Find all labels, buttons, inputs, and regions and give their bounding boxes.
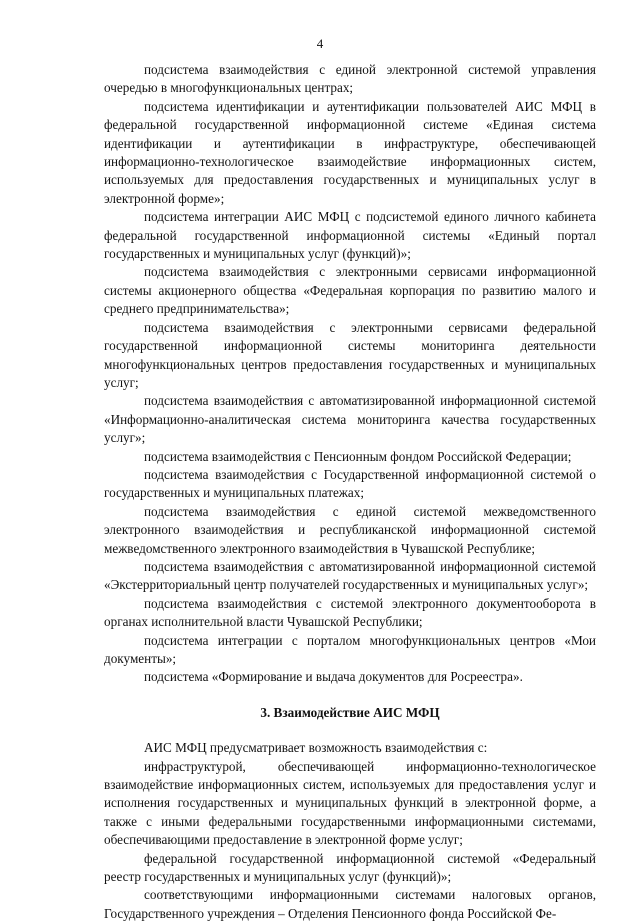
- subsystem-paragraph: подсистема взаимодействия с Государственной информационной системой о государственных и муниципальных платежах;: [104, 466, 596, 501]
- subsystem-paragraph: подсистема взаимодействия с электронными сервисами информационной системы акционерного общества «Федеральная корпорация по развитию малого и среднего предпринимательства»;: [104, 264, 596, 317]
- page-number: 4: [316, 36, 324, 51]
- section-intro: АИС МФЦ предусматривает возможность взаимодействия с:: [144, 740, 488, 756]
- subsystem-paragraph: подсистема взаимодействия с автоматизированной информационной системой «Информационно-аналитическая система мониторинга качества государственных услуг»;: [104, 393, 596, 446]
- interaction-item: инфраструктурой, обеспечивающей информационно-технологическое взаимодействие информационных систем, используемых для предоставления услуг и исполнения государственных и муниципальных функций в электронной форме, а также с иными федеральными государственными информационными системами, обеспечивающими предоставление в электронной форме услуг;: [104, 758, 596, 848]
- subsystem-paragraph: подсистема взаимодействия с единой системой межведомственного электронного взаимодействия и республиканской информационной системой межведомственного электронного взаимодействия в Чувашской Республике;: [104, 503, 596, 556]
- subsystem-paragraph: подсистема интеграции АИС МФЦ с подсистемой единого личного кабинета федеральной государственной информационной системы «Единый портал государственных и муниципальных услуг (функций)»;: [104, 209, 596, 262]
- subsystem-paragraph: подсистема взаимодействия с электронными сервисами федеральной государственной информационной системы мониторинга деятельности многофункциональных центров предоставления государственных и муниципальных услуг;: [104, 319, 596, 390]
- subsystem-paragraph: подсистема взаимодействия с Пенсионным фондом Российской Федерации;: [144, 448, 572, 464]
- subsystem-paragraph: подсистема взаимодействия с системой электронного документооборота в органах исполнительной власти Чувашской Республики;: [104, 595, 596, 630]
- section-title: 3. Взаимодействие АИС МФЦ: [260, 704, 440, 720]
- subsystem-paragraph: подсистема интеграции с порталом многофункциональных центров «Мои документы»;: [104, 632, 596, 666]
- document-body: [104, 61, 596, 923]
- interaction-item: федеральной государственной информационной системой «Федеральный реестр государственных и муниципальных услуг (функций)»;: [104, 850, 596, 885]
- subsystem-paragraph: подсистема идентификации и аутентификации пользователей АИС МФЦ в федеральной государственной информационной системе «Единая система идентификации и аутентификации в инфраструктуре, обеспечивающей информационно-технологическое взаимодействие информационных систем, используемых для предоставления государственных и муниципальных услуг в электронной форме»;: [104, 98, 596, 206]
- subsystem-paragraph: подсистема «Формирование и выдача документов для Росреестра».: [144, 669, 523, 685]
- subsystem-paragraph: подсистема взаимодействия с автоматизированной информационной системой «Экстерриториальный центр получателей государственных и муниципальных услуг»;: [104, 558, 596, 593]
- interaction-item: соответствующими информационными системами налоговых органов, Государственного учреждения – Отделения Пенсионного фонда Российской Фе-: [104, 887, 596, 921]
- subsystem-paragraph: подсистема взаимодействия с единой электронной системой управления очередью в многофункциональных центрах;: [104, 62, 596, 96]
